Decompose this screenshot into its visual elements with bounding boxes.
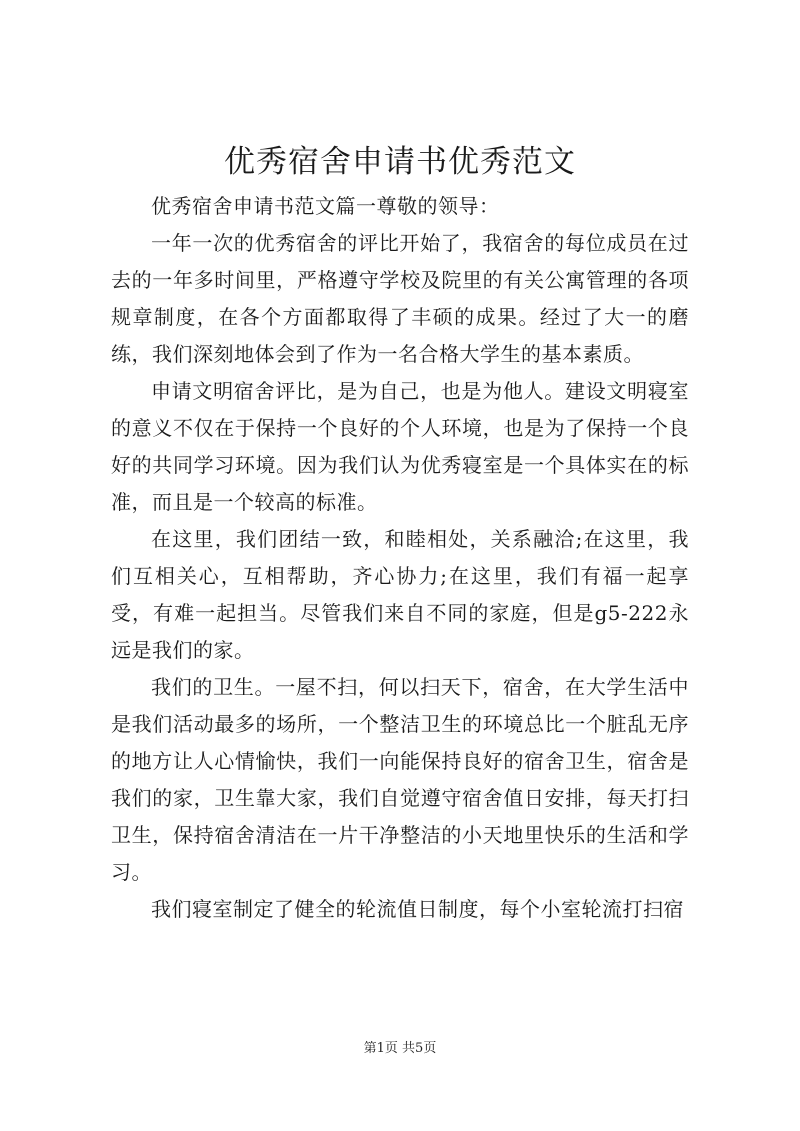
- document-title: 优秀宿舍申请书优秀范文: [224, 144, 576, 180]
- document-body: [111, 188, 689, 928]
- paragraph-intro: 一年一次的优秀宿舍的评比开始了，我宿舍的每位成员在过去的一年多时间里，严格遵守学校及院里的有关公寓管理的各项规章制度，在各个方面都取得了丰硕的成果。经过了大一的磨练，我们深刻地体会到了作为一名合格大学生的基本素质。: [111, 231, 689, 366]
- paragraph-salutation: 优秀宿舍申请书范文篇一尊敬的领导：: [151, 194, 500, 218]
- paragraph-application-purpose: 申请文明宿舍评比，是为自己，也是为他人。建设文明寝室的意义不仅在于保持一个良好的个人环境，也是为了保持一个良好的共同学习环境。因为我们认为优秀寝室是一个具体实在的标准，而且是一个较高的标准。: [111, 379, 689, 514]
- page-number-footer: 第1页 共5页: [363, 1041, 437, 1056]
- paragraph-duty-roster: 我们寝室制定了健全的轮流值日制度，每个小室轮流打扫宿: [151, 897, 684, 921]
- paragraph-unity: 在这里，我们团结一致，和睦相处，关系融洽;在这里，我们互相关心，互相帮助，齐心协力;在这里，我们有福一起享受，有难一起担当。尽管我们来自不同的家庭，但是g5-222永远是我们的家。: [111, 527, 689, 662]
- paragraph-hygiene: 我们的卫生。一屋不扫，何以扫天下，宿舍，在大学生活中是我们活动最多的场所，一个整洁卫生的环境总比一个脏乱无序的地方让人心情愉快，我们一向能保持良好的宿舍卫生，宿舍是我们的家，卫生靠大家，我们自觉遵守宿舍值日安排，每天打扫卫生，保持宿舍清洁在一片干净整洁的小天地里快乐的生活和学习。: [111, 675, 689, 884]
